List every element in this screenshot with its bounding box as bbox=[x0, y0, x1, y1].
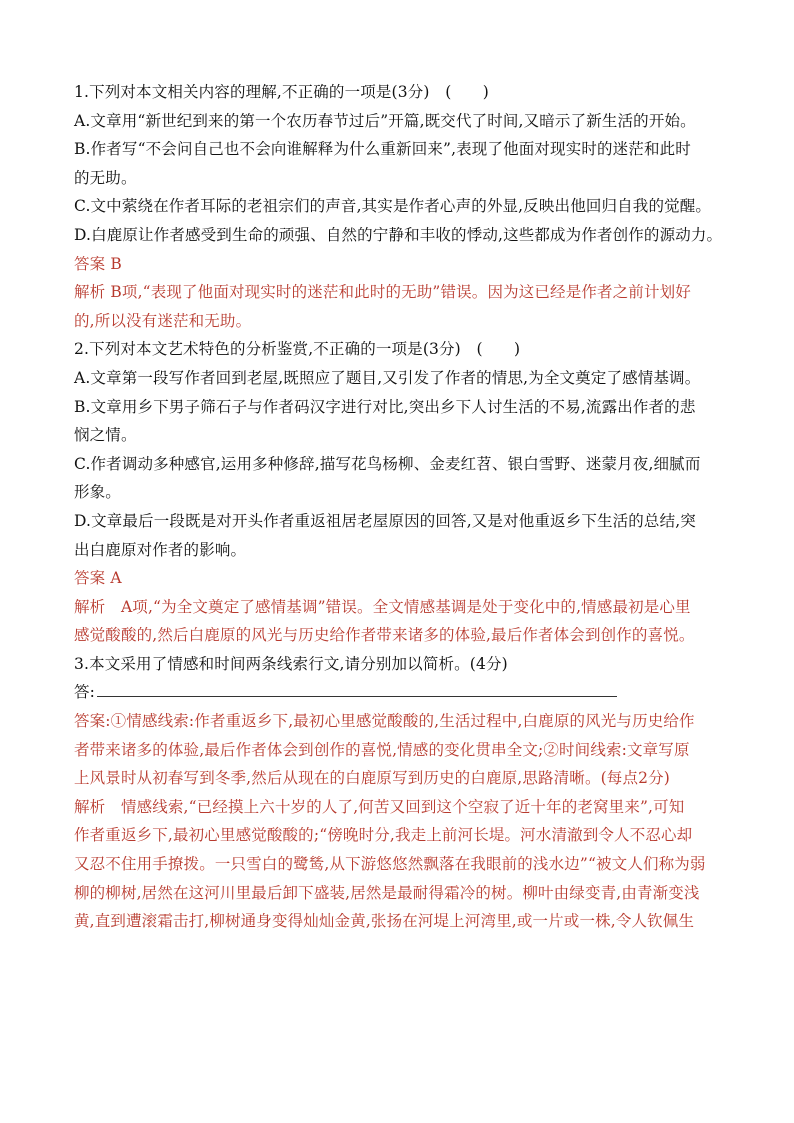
answer-line: 者带来诸多的体验,最后作者体会到创作的喜悦,情感的变化贯串全文;②时间线索:文章写原 bbox=[74, 740, 690, 759]
option-line: 出白鹿原对作者的影响。 bbox=[74, 540, 247, 559]
answer-blank-line[interactable] bbox=[74, 678, 724, 707]
analysis-line: 解析 B项,“表现了他面对现实时的迷茫和此时的无助”错误。因为这已经是作者之前计划好 bbox=[74, 283, 691, 302]
analysis-line: 作者重返乡下,最初心里感觉酸酸的;“傍晚时分,我走上前河长堤。河水清澈到令人不忍心却 bbox=[74, 826, 693, 845]
answer-line: 答案 A bbox=[74, 569, 122, 588]
analysis-line: 又忍不住用手撩拨。一只雪白的鹭鸶,从下游悠悠然飘落在我眼前的浅水边”“被文人们称为弱 bbox=[74, 855, 706, 874]
question-line: 2.下列对本文艺术特色的分析鉴赏,不正确的一项是(3分) ( ) bbox=[74, 340, 521, 359]
question-line: 3.本文采用了情感和时间两条线索行文,请分别加以简析。(4分) bbox=[74, 654, 508, 673]
option-line: A.文章用“新世纪到来的第一个农历春节过后”开篇,既交代了时间,又暗示了新生活的开始。 bbox=[74, 111, 696, 130]
answer-line: 答案 B bbox=[74, 254, 122, 273]
analysis-line: 解析 A项,“为全文奠定了感情基调”错误。全文情感基调是处于变化中的,情感最初是心里 bbox=[74, 597, 691, 616]
option-line: A.文章第一段写作者回到老屋,既照应了题目,又引发了作者的情思,为全文奠定了感情基调。 bbox=[74, 368, 701, 387]
option-line: D.白鹿原让作者感受到生命的顽强、自然的宁静和丰收的悸动,这些都成为作者创作的源动力。 bbox=[74, 225, 723, 244]
analysis-line: 解析 情感线索,“已经摸上六十岁的人了,何苦又回到这个空寂了近十年的老窝里来”,可知 bbox=[74, 797, 685, 816]
option-line: C.作者调动多种感官,运用多种修辞,描写花鸟杨柳、金麦红苕、银白雪野、迷蒙月夜,细腻而 bbox=[74, 454, 701, 473]
analysis-line: 黄,直到遭滚霜击打,柳树通身变得灿灿金黄,张扬在河堤上河湾里,或一片或一株,令人钦佩生 bbox=[74, 912, 695, 931]
option-line: 悯之情。 bbox=[74, 426, 137, 445]
option-line: B.文章用乡下男子筛石子与作者码汉字进行对比,突出乡下人讨生活的不易,流露出作者的悲 bbox=[74, 397, 696, 416]
option-line: 形象。 bbox=[74, 483, 121, 502]
document-content bbox=[74, 78, 724, 936]
question-line: 1.下列对本文相关内容的理解,不正确的一项是(3分) ( ) bbox=[74, 83, 489, 101]
analysis-line: 柳的柳树,居然在这河川里最后卸下盛装,居然是最耐得霜冷的树。柳叶由绿变青,由青渐变浅 bbox=[74, 883, 700, 902]
answer-blank-underline[interactable] bbox=[97, 678, 617, 697]
answer-blank-label: 答: bbox=[74, 683, 96, 702]
answer-line: 答案:①情感线索:作者重返乡下,最初心里感觉酸酸的,生活过程中,白鹿原的风光与历史给作 bbox=[74, 712, 695, 731]
option-line: 的无助。 bbox=[74, 168, 137, 187]
option-line: C.文中萦绕在作者耳际的老祖宗们的声音,其实是作者心声的外显,反映出他回归自我的觉醒。 bbox=[74, 197, 712, 216]
option-line: B.作者写“不会问自己也不会向谁解释为什么重新回来”,表现了他面对现实时的迷茫和此时 bbox=[74, 140, 691, 159]
answer-line: 上风景时从初春写到冬季,然后从现在的白鹿原写到历史的白鹿原,思路清晰。(每点2分) bbox=[74, 769, 670, 788]
analysis-line: 感觉酸酸的,然后白鹿原的风光与历史给作者带来诸多的体验,最后作者体会到创作的喜悦。 bbox=[74, 626, 695, 645]
option-line: D.文章最后一段既是对开头作者重返祖居老屋原因的回答,又是对他重返乡下生活的总结,突 bbox=[74, 511, 696, 530]
analysis-line: 的,所以没有迷茫和无助。 bbox=[74, 311, 252, 330]
